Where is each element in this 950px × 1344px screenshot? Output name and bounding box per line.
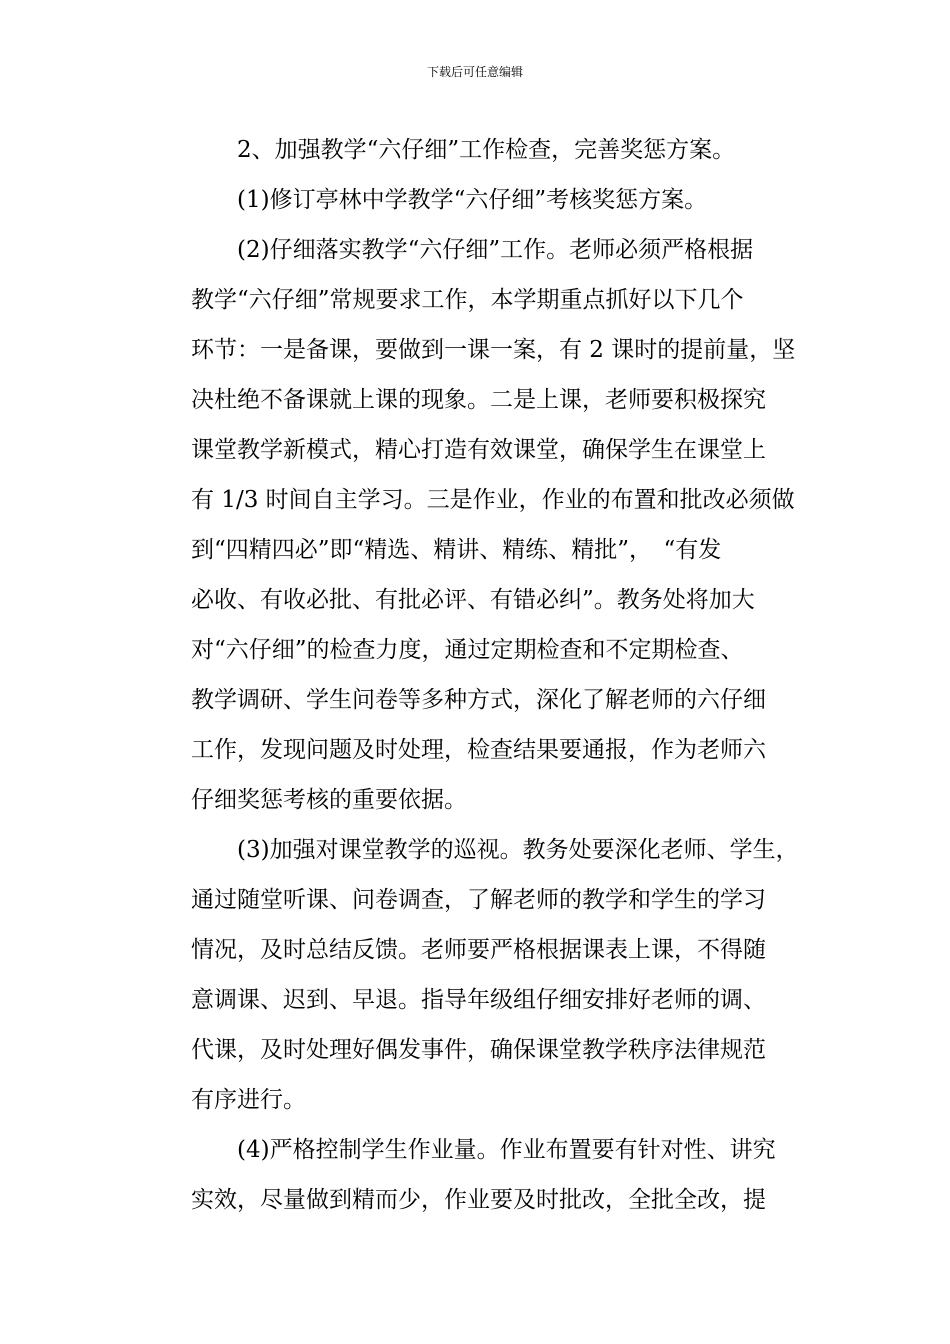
text-line: 对“六仔细”的检查力度，通过定期检查和不定期检查、 <box>191 637 744 663</box>
text-line: 环节：一是备课，要做到一课一案，有 2 课时的提前量，坚 <box>191 337 796 363</box>
text-line: 意调课、迟到、早退。指导年级组仔细安排好老师的调、 <box>191 987 766 1013</box>
text-line: 有序进行。 <box>191 1087 306 1113</box>
text-line: (4)严格控制学生作业量。作业布置要有针对性、讲究 <box>237 1137 776 1163</box>
document-body <box>145 125 807 1225</box>
paragraph-item-3 <box>145 825 807 1125</box>
text-line: 仔细奖惩考核的重要依据。 <box>191 787 467 813</box>
text-line: 教学“六仔细”常规要求工作，本学期重点抓好以下几个 <box>191 287 744 313</box>
text-line: 决杜绝不备课就上课的现象。二是上课，老师要积极探究 <box>191 387 766 413</box>
paragraph-section-2 <box>145 125 807 175</box>
text-line: (3)加强对课堂教学的巡视。教务处要深化老师、学生， <box>237 837 799 863</box>
text-line: 实效，尽量做到精而少，作业要及时批改，全批全改，提 <box>191 1187 766 1213</box>
paragraph-item-1 <box>145 175 807 225</box>
text-line: 教学调研、学生问卷等多种方式，深化了解老师的六仔细 <box>191 687 766 713</box>
text-line: (2)仔细落实教学“六仔细”工作。老师必须严格根据 <box>237 237 754 263</box>
text-line: 情况，及时总结反馈。老师要严格根据课表上课，不得随 <box>191 937 766 963</box>
text-line: 通过随堂听课、问卷调查，了解老师的教学和学生的学习 <box>191 887 766 913</box>
paragraph-item-2 <box>145 225 807 825</box>
text-line: 2、加强教学“六仔细”工作检查，完善奖惩方案。 <box>237 137 736 163</box>
text-line: 课堂教学新模式，精心打造有效课堂，确保学生在课堂上 <box>191 437 766 463</box>
text-line: 代课，及时处理好偶发事件，确保课堂教学秩序法律规范 <box>191 1037 766 1063</box>
text-line: 工作，发现问题及时处理，检查结果要通报，作为老师六 <box>191 737 766 763</box>
text-line: 有 1/3 时间自主学习。三是作业，作业的布置和批改必须做 <box>191 487 795 513</box>
text-line: 到“四精四必”即“精选、精讲、精练、精批”， “有发 <box>191 537 722 563</box>
text-line: 必收、有收必批、有批必评、有错必纠”。教务处将加大 <box>191 587 755 613</box>
paragraph-item-4 <box>145 1125 807 1225</box>
page-header: 下载后可任意编辑 <box>426 65 523 79</box>
text-line: (1)修订亭林中学教学“六仔细”考核奖惩方案。 <box>237 187 708 213</box>
